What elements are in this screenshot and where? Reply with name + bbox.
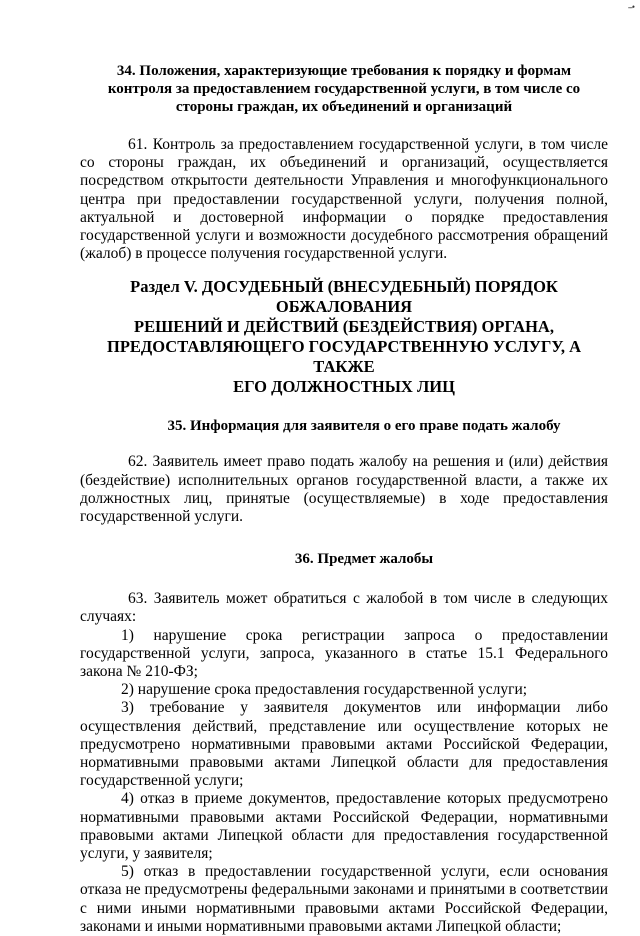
document-page [80, 62, 608, 936]
section-v-line: Раздел V. ДОСУДЕБНЫЙ (ВНЕСУДЕБНЫЙ) ПОРЯДОК ОБЖАЛОВАНИЯ [130, 277, 558, 317]
section-v-line: ПРЕДОСТАВЛЯЮЩЕГО ГОСУДАРСТВЕННУЮ УСЛУГУ, А ТАКЖЕ [107, 337, 581, 377]
heading-36: 36. Предмет жалобы [294, 551, 434, 568]
heading-34-line: контроля за предоставлением государственной услуги, в том числе со [107, 81, 581, 97]
heading-35: 35. Информация для заявителя о его праве подать жалобу [167, 418, 561, 435]
list-item-2: 2) нарушение срока предоставления государственной услуги; [121, 681, 528, 699]
paragraph-61: 61. Контроль за предоставлением государственной услуги, в том числе со стороны граждан, их объединений и организаций, осуществляется посредством открытости деятельности Управления и многофункционального центра при предоставлении государственной услуги, получения полной, актуальной и достоверной информации о порядке предоставления государственной услуги и возможности досудебного рассмотрения обращений (жалоб) в процессе получения государственной услуги. [80, 136, 608, 263]
spacer [80, 568, 608, 590]
list-item-3: 3) требование у заявителя документов или информации либо осуществления действий, представление или осуществление которых не предусмотрено нормативными правовыми актами Российской Федерации, нормативными правовыми актами Липецкой области для предоставления государственной услуги; [80, 699, 608, 790]
list-item-4: 4) отказ в приеме документов, предоставление которых предусмотрено нормативными правовыми актами Российской Федерации, нормативными правовыми актами Липецкой области для предоставления государственной услуги, у заявителя; [80, 790, 608, 863]
paragraph-63: 63. Заявитель может обратиться с жалобой в том числе в следующих случаях: [80, 590, 608, 626]
spacer [80, 526, 608, 550]
spacer [80, 397, 608, 417]
heading-34 [80, 62, 608, 116]
spacer [80, 435, 608, 453]
spacer [80, 263, 608, 277]
heading-34-line: стороны граждан, их объединений и организаций [175, 99, 513, 115]
list-item-1: 1) нарушение срока регистрации запроса о предоставлении государственной услуги, запроса, указанного в статье 15.1 Федерального закона № 210-ФЗ; [80, 626, 608, 681]
section-v-line: РЕШЕНИЙ И ДЕЙСТВИЙ (БЕЗДЕЙСТВИЯ) ОРГАНА, [134, 317, 554, 337]
heading-34-line: 34. Положения, характеризующие требования к порядку и формам [116, 63, 572, 79]
paragraph-62: 62. Заявитель имеет право подать жалобу на решения и (или) действия (бездействие) исполнительных органов государственной власти, а также их должностных лиц, принятые (осуществляемые) в ходе предоставления государственной услуги. [80, 453, 608, 526]
section-v-title [80, 277, 608, 397]
section-v-line: ЕГО ДОЛЖНОСТНЫХ ЛИЦ [233, 377, 455, 397]
corner-mark: --• [627, 2, 634, 12]
spacer [80, 116, 608, 136]
list-item-5: 5) отказ в предоставлении государственной услуги, если основания отказа не предусмотрены федеральными законами и принятыми в соответствии с ними иными нормативными правовыми актами Российской Федерации, законами и иными нормативными правовыми актами Липецкой области; [80, 863, 608, 935]
